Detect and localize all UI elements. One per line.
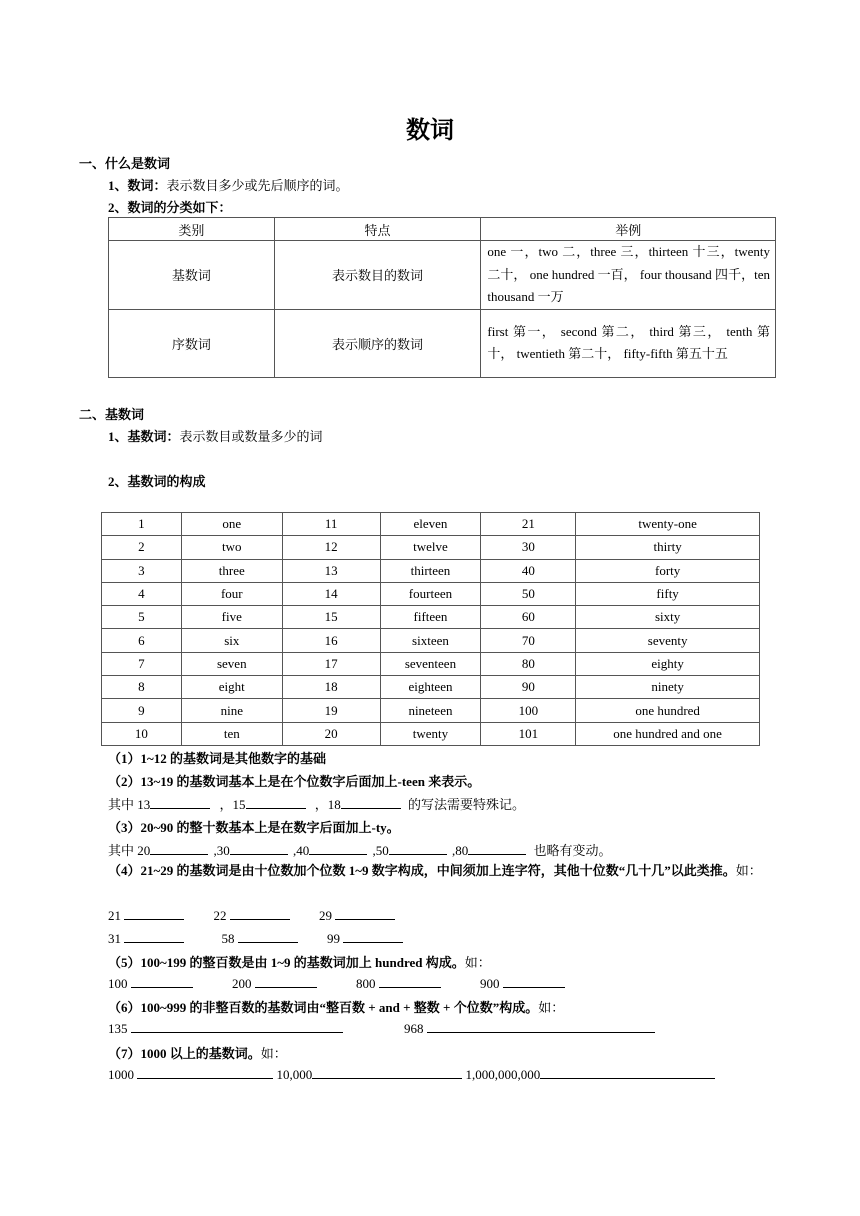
answer-blank[interactable] [150, 796, 210, 809]
word-cell: sixteen [380, 629, 481, 652]
answer-blank[interactable] [255, 975, 317, 988]
word-cell: seventeen [380, 652, 481, 675]
answer-blank[interactable] [312, 1066, 462, 1079]
category-cell: 序数词 [109, 309, 275, 377]
exercise-number: 58 [221, 931, 235, 946]
word-cell: fourteen [380, 582, 481, 605]
exercise-number: 99 [327, 931, 340, 946]
answer-blank[interactable] [137, 1066, 273, 1079]
answer-blank[interactable] [309, 842, 367, 855]
number-cell: 40 [481, 559, 576, 582]
rule-4 [79, 860, 779, 882]
answer-blank[interactable] [230, 907, 290, 920]
table-row [102, 676, 760, 699]
exercise-number: 200 [232, 976, 252, 991]
answer-blank[interactable] [124, 907, 184, 920]
word-cell: eighteen [380, 676, 481, 699]
page-title: 数词 [406, 118, 454, 144]
rule-7 [108, 1043, 287, 1062]
rule-7-tail: 如： [260, 1046, 287, 1061]
word-cell: sixty [576, 606, 760, 629]
rule-4-text: （4）21~29 的基数词是由十位数加个位数 1~9 数字构成，中间须加上连字符，其他十位数“几十几”以此类推。 [108, 863, 736, 878]
word-cell: ten [181, 722, 282, 745]
section-heading-2: 二、基数词 [79, 407, 145, 422]
number-cell: 101 [481, 722, 576, 745]
answer-blank[interactable] [335, 907, 395, 920]
exercise-text: 也略有变动。 [533, 843, 612, 858]
composition-caption: 2、基数词的构成 [108, 474, 206, 489]
word-cell: thirteen [380, 559, 481, 582]
number-cell: 18 [282, 676, 380, 699]
number-cell: 21 [481, 513, 576, 536]
answer-blank[interactable] [379, 975, 441, 988]
table-row [102, 582, 760, 605]
exercise-number: 22 [213, 908, 227, 923]
classification-caption: 2、数词的分类如下： [108, 200, 232, 215]
table-row [102, 606, 760, 629]
rule-5-text: （5）100~199 的整百数是由 1~9 的基数词加上 hundred 构成。 [108, 955, 465, 970]
word-cell: twenty [380, 722, 481, 745]
cardinal-definition-line [108, 426, 323, 445]
answer-blank[interactable] [131, 975, 193, 988]
word-cell: five [181, 606, 282, 629]
table-row [102, 699, 760, 722]
rule-1: （1）1~12 的基数词是其他数字的基础 [108, 751, 327, 766]
exercise-text: 的写法需要特殊记。 [408, 797, 526, 812]
exercise-text: ,30 [213, 843, 230, 858]
word-cell: one hundred [576, 699, 760, 722]
word-cell: eleven [380, 513, 481, 536]
answer-blank[interactable] [124, 930, 184, 943]
number-cell: 15 [282, 606, 380, 629]
exercise-number: 100 [108, 976, 128, 991]
definition-text: 表示数目多少或先后顺序的词。 [166, 178, 349, 193]
section-heading-1: 一、什么是数词 [79, 156, 171, 171]
word-cell: forty [576, 559, 760, 582]
exercise-text: ,40 [293, 843, 310, 858]
exercise-number: 31 [108, 931, 121, 946]
feature-cell: 表示顺序的数词 [274, 309, 481, 377]
table-row [102, 629, 760, 652]
word-cell: seventy [576, 629, 760, 652]
table-row [102, 513, 760, 536]
exercise-text: 其中 13 [108, 797, 151, 812]
classification-table [108, 217, 776, 378]
number-cell: 9 [102, 699, 182, 722]
word-cell: four [181, 582, 282, 605]
exercise-number: 21 [108, 908, 121, 923]
table-header-row [109, 218, 776, 241]
number-cell: 4 [102, 582, 182, 605]
word-cell: three [181, 559, 282, 582]
feature-cell: 表示数目的数词 [274, 241, 481, 310]
rule-6-exercise [108, 1020, 655, 1037]
rule-3: （3）20~90 的整十数基本上是在数字后面加上-ty。 [108, 820, 400, 835]
table-row [102, 536, 760, 559]
answer-blank[interactable] [343, 930, 403, 943]
word-cell: eight [181, 676, 282, 699]
header-example: 举例 [481, 218, 776, 241]
answer-blank[interactable] [238, 930, 298, 943]
rule-3-exercise [108, 840, 612, 859]
word-cell: six [181, 629, 282, 652]
rule-7-exercise [108, 1066, 715, 1083]
word-cell: ninety [576, 676, 760, 699]
cardinal-definition-label: 1、基数词： [108, 429, 180, 444]
answer-blank[interactable] [468, 842, 526, 855]
answer-blank[interactable] [540, 1066, 715, 1079]
category-cell: 基数词 [109, 241, 275, 310]
word-cell: twelve [380, 536, 481, 559]
number-cell: 70 [481, 629, 576, 652]
number-cell: 60 [481, 606, 576, 629]
table-row [102, 652, 760, 675]
example-cell: first 第一， second 第二， third 第三， tenth 第十， twentieth 第二十， fifty-fifth 第五十五 [481, 309, 776, 377]
cardinal-table [101, 512, 760, 746]
table-row [102, 722, 760, 745]
number-cell: 50 [481, 582, 576, 605]
exercise-number: 900 [480, 976, 500, 991]
number-cell: 7 [102, 652, 182, 675]
answer-blank[interactable] [246, 796, 306, 809]
definition-label: 1、数词： [108, 178, 167, 193]
answer-blank[interactable] [389, 842, 447, 855]
rule-4-exercise-line-2 [108, 930, 403, 947]
word-cell: two [181, 536, 282, 559]
header-category: 类别 [109, 218, 275, 241]
rule-4-tail: 如： [735, 863, 762, 878]
exercise-number: 968 [404, 1021, 424, 1036]
word-cell: nine [181, 699, 282, 722]
number-cell: 6 [102, 629, 182, 652]
number-cell: 5 [102, 606, 182, 629]
number-cell: 11 [282, 513, 380, 536]
word-cell: seven [181, 652, 282, 675]
exercise-text: ，15 [219, 797, 246, 812]
number-cell: 17 [282, 652, 380, 675]
word-cell: fifteen [380, 606, 481, 629]
exercise-number: 10,000 [276, 1067, 313, 1082]
answer-blank[interactable] [230, 842, 288, 855]
rule-6-tail: 如： [538, 1000, 565, 1015]
exercise-text: ，18 [314, 797, 341, 812]
answer-blank[interactable] [427, 1020, 655, 1033]
word-cell: fifty [576, 582, 760, 605]
rule-4-exercise-line-1 [108, 907, 395, 924]
number-cell: 10 [102, 722, 182, 745]
word-cell: one hundred and one [576, 722, 760, 745]
exercise-number: 29 [319, 908, 332, 923]
number-cell: 3 [102, 559, 182, 582]
exercise-text: 其中 20 [108, 843, 151, 858]
header-feature: 特点 [274, 218, 481, 241]
answer-blank[interactable] [341, 796, 401, 809]
word-cell: eighty [576, 652, 760, 675]
number-cell: 19 [282, 699, 380, 722]
answer-blank[interactable] [131, 1020, 343, 1033]
number-cell: 8 [102, 676, 182, 699]
number-cell: 90 [481, 676, 576, 699]
rule-7-text: （7）1000 以上的基数词。 [108, 1046, 261, 1061]
table-row [109, 309, 776, 377]
number-cell: 30 [481, 536, 576, 559]
rule-5-exercise [108, 975, 565, 992]
number-cell: 80 [481, 652, 576, 675]
word-cell: one [181, 513, 282, 536]
number-cell: 16 [282, 629, 380, 652]
table-row [109, 241, 776, 310]
exercise-text: ,80 [452, 843, 469, 858]
number-cell: 12 [282, 536, 380, 559]
definition-line [108, 175, 349, 194]
rule-6-text: （6）100~999 的非整百数的基数词由“整百数 + and + 整数 + 个位数”构成。 [108, 1000, 539, 1015]
number-cell: 14 [282, 582, 380, 605]
number-cell: 20 [282, 722, 380, 745]
exercise-number: 1,000,000,000 [465, 1067, 541, 1082]
rule-2: （2）13~19 的基数词基本上是在个位数字后面加上-teen 来表示。 [108, 774, 481, 789]
word-cell: nineteen [380, 699, 481, 722]
rule-5 [108, 952, 491, 971]
answer-blank[interactable] [503, 975, 565, 988]
example-cell: one 一，two 二，three 三，thirteen 十三，twenty 二十， one hundred 一百， four thousand 四千，ten thousand 一万 [481, 241, 776, 310]
number-cell: 13 [282, 559, 380, 582]
exercise-number: 800 [356, 976, 376, 991]
rule-5-tail: 如： [464, 955, 491, 970]
number-cell: 1 [102, 513, 182, 536]
rule-6 [108, 997, 564, 1016]
rule-2-exercise [108, 794, 525, 813]
cardinal-definition-text: 表示数目或数量多少的词 [179, 429, 323, 444]
number-cell: 100 [481, 699, 576, 722]
exercise-number: 1000 [108, 1067, 134, 1082]
number-cell: 2 [102, 536, 182, 559]
exercise-number: 135 [108, 1021, 128, 1036]
word-cell: twenty-one [576, 513, 760, 536]
exercise-text: ,50 [372, 843, 389, 858]
table-row [102, 559, 760, 582]
answer-blank[interactable] [150, 842, 208, 855]
word-cell: thirty [576, 536, 760, 559]
